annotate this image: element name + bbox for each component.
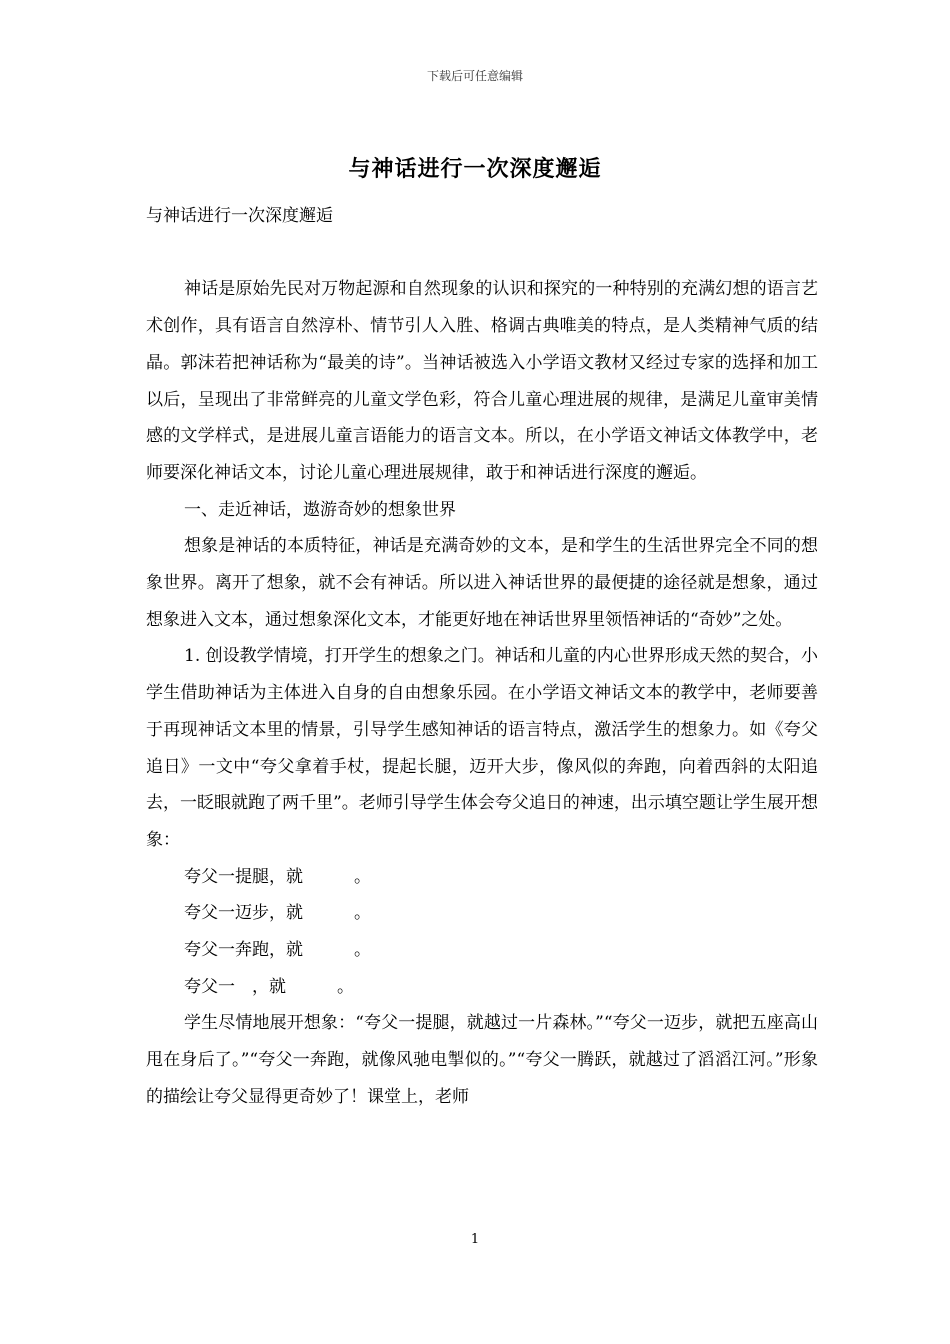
page-number: 1 bbox=[470, 1232, 480, 1247]
paragraph-student-answers: 学生尽情地展开想象：“夸父一提腿，就越过一片森林。”“夸父一迈步，就把五座高山甩在身后了。”“夸父一奔跑，就像风驰电掣似的。”“夸父一腾跃，就越过了滔滔江河。”形象的描绘让夸父显得更奇妙了！课堂上，老师 bbox=[146, 1013, 818, 1107]
fill-blank-line: 夸父一奔跑，就 。 bbox=[184, 940, 371, 961]
fill-blank-line: 夸父一 ，就 。 bbox=[184, 976, 354, 997]
page-title: 与神话进行一次深度邂逅 bbox=[348, 157, 602, 182]
document-body bbox=[146, 198, 818, 1116]
subtitle: 与神话进行一次深度邂逅 bbox=[146, 206, 333, 226]
header-note: 下载后可任意编辑 bbox=[426, 69, 523, 83]
paragraph-imagination: 想象是神话的本质特征，神话是充满奇妙的文本，是和学生的生活世界完全不同的想象世界。离开了想象，就不会有神话。所以进入神话世界的最便捷的途径就是想象，通过想象进入文本，通过想象深化文本，才能更好地在神话世界里领悟神话的“奇妙”之处。 bbox=[146, 536, 818, 630]
section-heading: 一、走近神话，遨游奇妙的想象世界 bbox=[184, 499, 456, 520]
fill-blank-line: 夸父一提腿，就 。 bbox=[184, 866, 371, 887]
paragraph-teaching-context: 1. 创设教学情境，打开学生的想象之门。神话和儿童的内心世界形成天然的契合，小学生借助神话为主体进入自身的自由想象乐园。在小学语文神话文本的教学中，老师要善于再现神话文本里的情景，引导学生感知神话的语言特点，激活学生的想象力。如《夸父追日》一文中“夸父拿着手杖，提起长腿，迈开大步，像风似的奔跑，向着西斜的太阳追去，一眨眼就跑了两千里”。老师引导学生体会夸父追日的神速，出示填空题让学生展开想象： bbox=[146, 646, 818, 850]
fill-blank-line: 夸父一迈步，就 。 bbox=[184, 903, 371, 924]
paragraph-intro: 神话是原始先民对万物起源和自然现象的认识和探究的一种特别的充满幻想的语言艺术创作，具有语言自然淳朴、情节引人入胜、格调古典唯美的特点，是人类精神气质的结晶。郭沫若把神话称为“最美的诗”。当神话被选入小学语文教材又经过专家的选择和加工以后，呈现出了非常鲜亮的儿童文学色彩，符合儿童心理进展的规律，是满足儿童审美情感的文学样式，是进展儿童言语能力的语言文本。所以，在小学语文神话文体教学中，老师要深化神话文本，讨论儿童心理进展规律，敢于和神话进行深度的邂逅。 bbox=[146, 279, 818, 483]
